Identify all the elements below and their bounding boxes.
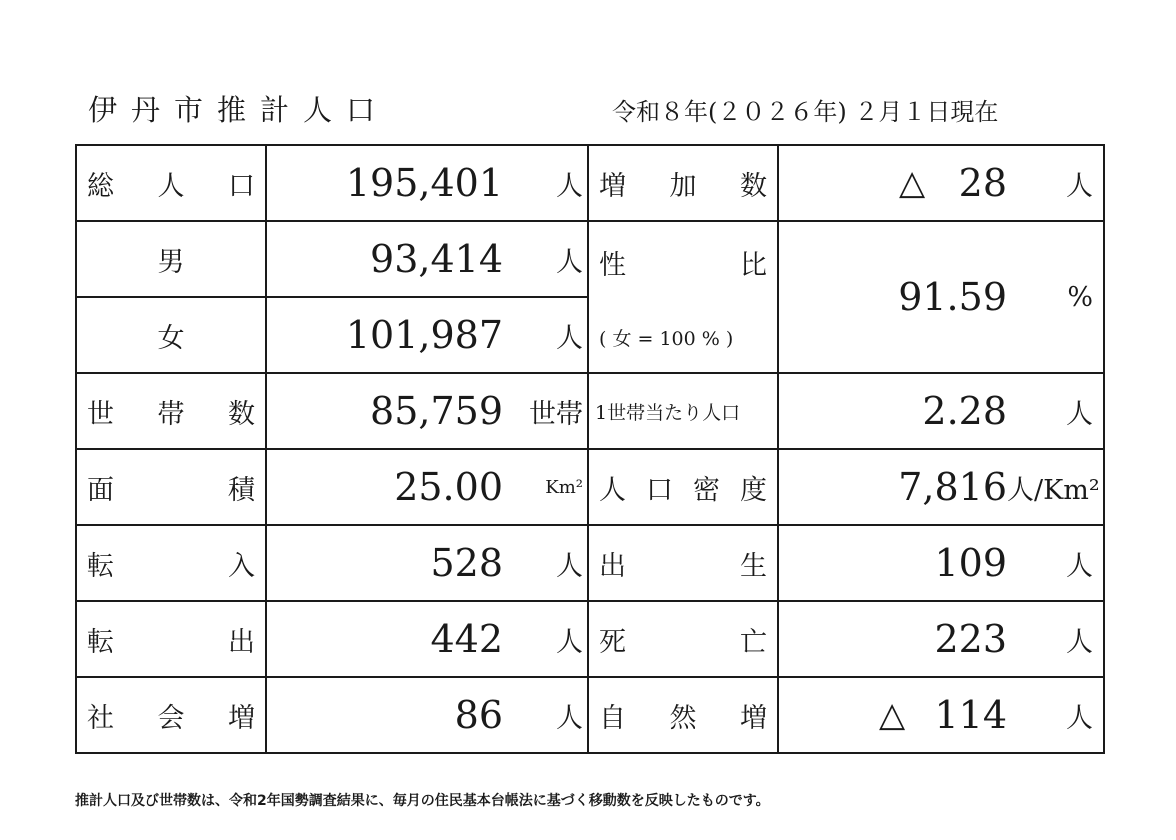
move-out-value: 442 [430,617,503,661]
total-population-value: 195,401 [345,161,503,205]
table-row [76,221,1104,297]
label-char: 社 [87,702,114,734]
label-char: 生 [740,550,767,582]
move-out-label-cell [76,601,266,677]
table-row [76,449,1104,525]
label-char: 人 [599,474,626,506]
label-char: 増 [599,170,626,202]
unit: 人 [556,550,583,582]
deaths-value: 223 [934,617,1007,661]
density-label-cell [588,449,778,525]
female-value: 101,987 [345,313,503,357]
unit: 人 [556,626,583,658]
total-population-label-cell [76,145,266,221]
area-value-cell [266,449,588,525]
label-char: 加 [669,170,697,202]
table-row [76,373,1104,449]
table-row [76,525,1104,601]
label-char: 数 [228,398,255,430]
unit: 世帯 [529,398,583,430]
label-char: 転 [87,626,114,658]
move-in-value-cell [266,525,588,601]
per-household-value-cell [778,373,1104,449]
natural-increase-value: 114 [934,693,1007,737]
births-label-cell [588,525,778,601]
label-char: 比 [740,250,767,281]
sex-ratio-label-cell [588,221,778,373]
unit: 人 [1066,702,1093,734]
unit: 人 [1066,170,1093,202]
label-char: 度 [740,474,767,506]
unit: 人 [1066,398,1093,430]
male-value: 93,414 [370,237,503,281]
label-char: 増 [740,702,767,734]
label-char: 積 [228,474,255,506]
sex-ratio-sub-label: ( 女 = 100 % ) [599,328,734,350]
label-char: 転 [87,550,114,582]
social-increase-value: 86 [454,693,503,737]
male-value-cell [266,221,588,297]
unit: 人 [556,702,583,734]
households-label-cell [76,373,266,449]
label-char: 口 [646,474,673,506]
social-increase-label-cell [76,677,266,753]
move-out-value-cell [266,601,588,677]
natural-increase-label-cell [588,677,778,753]
per-household-value: 2.28 [922,389,1007,433]
per-household-label: 1世帯当たり人口 [595,401,741,424]
natural-increase-value-cell [778,677,1104,753]
move-in-label-cell [76,525,266,601]
total-population-value-cell [266,145,588,221]
unit: 人 [1066,626,1093,658]
label-char: 女 [157,322,185,354]
unit: 人 [556,322,583,354]
triangle-icon: △ [879,695,906,735]
increase-value: 28 [958,161,1007,205]
label-char: 入 [228,550,255,582]
table-row [76,677,1104,753]
label-char: 出 [228,626,255,658]
sex-ratio-value: 91.59 [898,275,1007,319]
label-char: 数 [740,170,767,202]
increase-label-cell [588,145,778,221]
area-value: 25.00 [394,465,503,509]
label-char: 密 [693,474,720,506]
table-row [76,145,1104,221]
unit: 人/Km² [1007,474,1100,506]
page-title: 伊丹市推計人口 [88,93,390,127]
label-char: 自 [599,702,626,734]
label-char: 人 [157,170,185,202]
density-value-cell [778,449,1104,525]
table-row [76,601,1104,677]
male-label-cell [76,221,266,297]
unit: 人 [556,170,583,202]
label-char: 世 [87,398,114,430]
households-value: 85,759 [370,389,503,433]
sex-ratio-value-cell [778,221,1104,373]
label-char: 男 [157,246,185,278]
label-char: 死 [599,626,626,658]
deaths-value-cell [778,601,1104,677]
move-in-value: 528 [430,541,503,585]
label-char: 増 [228,702,255,734]
label-char: 亡 [740,626,767,658]
births-value-cell [778,525,1104,601]
footnote: 推計人口及び世帯数は、令和2年国勢調査結果に、毎月の住民基本台帳法に基づく移動数を反映したものです。 [75,793,770,809]
area-label-cell [76,449,266,525]
label-char: 面 [87,474,114,506]
female-value-cell [266,297,588,373]
unit: % [1067,281,1093,313]
unit: 人 [1066,550,1093,582]
label-char: 出 [599,550,626,582]
density-value: 7,816 [898,465,1007,509]
unit: Km² [545,476,583,498]
deaths-label-cell [588,601,778,677]
label-char: 口 [228,170,255,202]
per-household-label-cell [588,373,778,449]
label-char: 総 [87,170,114,202]
label-char: 然 [669,702,697,734]
triangle-icon: △ [899,163,926,203]
population-table [75,144,1105,754]
unit: 人 [556,246,583,278]
social-increase-value-cell [266,677,588,753]
increase-value-cell [778,145,1104,221]
as-of-date: 令和８年(２０２６年) ２月１日現在 [612,98,999,126]
label-char: 会 [157,702,185,734]
female-label-cell [76,297,266,373]
label-char: 性 [599,250,626,281]
households-value-cell [266,373,588,449]
label-char: 帯 [157,398,185,430]
births-value: 109 [934,541,1007,585]
